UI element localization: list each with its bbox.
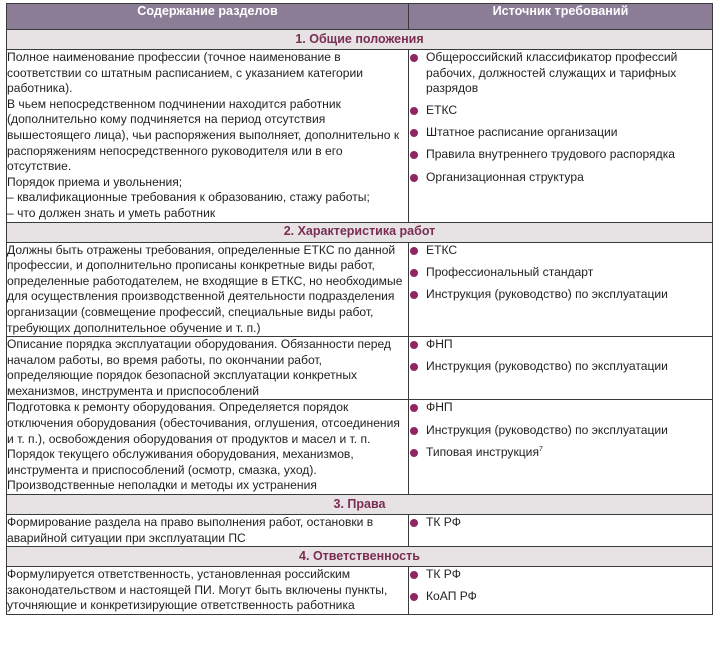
bullet-icon <box>410 129 418 137</box>
source-item <box>409 50 712 97</box>
source-item <box>409 287 712 303</box>
source-label: Инструкция (руководство) по эксплуатации <box>426 422 668 437</box>
source-label: Инструкция (руководство) по эксплуатации <box>426 359 668 374</box>
row-description: Должны быть отражены требования, определенные ЕТКС по данной профессии, и дополнительно прописаны конкретные виды работ, определенные работодателем, не входящие в ЕТКС, но необходимые для осуществления производственной деятельности подразделения организации (совмещение профессий, специальные виды работ, требующих дополнительное обучение и т. п.) <box>7 242 409 337</box>
desc-line: Полное наименование профессии (точное наименование в соответствии со штатным расписанием, с указанием категории работника). <box>7 50 363 96</box>
footnote-marker: 7 <box>539 445 543 453</box>
row-sources <box>409 567 713 615</box>
desc-line: Порядок приема и увольнения; <box>7 174 183 189</box>
section-title: 2. Характеристика работ <box>7 222 713 242</box>
table-row <box>7 400 713 495</box>
source-item <box>409 359 712 375</box>
source-label: ФНП <box>426 337 453 352</box>
row-description: Описание порядка эксплуатации оборудования. Обязанности перед началом работы, во время работы, по окончании работ, определяющие порядок безопасной эксплуатации конкретных механизмов, инструмента и приспособлений <box>7 337 409 400</box>
bullet-icon <box>410 363 418 371</box>
section-row <box>7 30 713 50</box>
bullet-icon <box>410 107 418 115</box>
source-label: ЕТКС <box>426 103 458 118</box>
bullet-icon <box>410 247 418 255</box>
source-label: Инструкция (руководство) по эксплуатации <box>426 286 668 301</box>
table-row <box>7 337 713 400</box>
row-description: Формулируется ответственность, установленная российским законодательством и настоящей ПИ. Могут быть включены пункты, уточняющие и конкретизирующие ответственность работника <box>7 567 409 615</box>
table-row <box>7 567 713 615</box>
header-source: Источник требований <box>409 4 713 30</box>
source-label: Профессиональный стандарт <box>426 264 594 279</box>
desc-line: В чьем непосредственном подчинении находится работник (дополнительно кому подчиняется на период отсутствия вышестоящего лица), чьи распоряжения выполняет, дополнительно к распоряжениям непосредственного руководителя или в его отсутствие. <box>7 96 400 174</box>
source-label: ЕТКС <box>426 242 458 257</box>
bullet-icon <box>410 174 418 182</box>
source-label: Типовая инструкция <box>426 444 539 459</box>
source-item <box>409 515 712 531</box>
source-item <box>409 147 712 163</box>
bullet-icon <box>410 291 418 299</box>
row-description: Формирование раздела на право выполнения работ, остановки в аварийной ситуации при эксплуатации ПС <box>7 515 409 547</box>
bullet-icon <box>410 519 418 527</box>
source-label: ТК РФ <box>426 567 461 582</box>
bullet-icon <box>410 341 418 349</box>
bullet-icon <box>410 427 418 435</box>
section-row <box>7 495 713 515</box>
source-label: КоАП РФ <box>426 589 477 604</box>
bullet-icon <box>410 404 418 412</box>
source-item <box>409 400 712 416</box>
section-title: 3. Права <box>7 495 713 515</box>
table-row <box>7 515 713 547</box>
header-contents: Содержание разделов <box>7 4 409 30</box>
source-item <box>409 170 712 186</box>
row-sources <box>409 337 713 400</box>
section-title: 1. Общие положения <box>7 30 713 50</box>
table-header-row <box>7 4 713 30</box>
source-item <box>409 337 712 353</box>
bullet-icon <box>410 269 418 277</box>
source-item <box>409 423 712 439</box>
section-row <box>7 222 713 242</box>
desc-line: – что должен знать и уметь работник <box>7 205 216 220</box>
row-sources <box>409 400 713 495</box>
row-sources <box>409 50 713 223</box>
source-item <box>409 243 712 259</box>
row-sources <box>409 242 713 337</box>
table-row <box>7 50 713 223</box>
desc-line: – квалификационные требования к образованию, стажу работы; <box>7 190 370 205</box>
source-label: Правила внутреннего трудового распорядка <box>426 147 675 162</box>
source-item <box>409 103 712 119</box>
bullet-icon <box>410 593 418 601</box>
source-label: ФНП <box>426 400 453 415</box>
row-description <box>7 50 409 223</box>
row-sources <box>409 515 713 547</box>
requirements-table <box>6 3 713 615</box>
table-row <box>7 242 713 337</box>
source-label: ТК РФ <box>426 515 461 530</box>
row-description: Подготовка к ремонту оборудования. Определяется порядок отключения оборудования (обесточивания, оглушения, отсоединения и т. п.), освобождения оборудования от продуктов и масел и т. п. Порядок текущего обслуживания оборудования, механизмов, инструмента и приспособлений (осмотр, смазка, уход). Производственные неполадки и методы их устранения <box>7 400 409 495</box>
source-item <box>409 265 712 281</box>
source-item <box>409 589 712 605</box>
bullet-icon <box>410 571 418 579</box>
bullet-icon <box>410 449 418 457</box>
source-item <box>409 567 712 583</box>
source-label: Организационная структура <box>426 169 584 184</box>
section-title: 4. Ответственность <box>7 547 713 567</box>
bullet-icon <box>410 54 418 62</box>
source-item <box>409 445 712 461</box>
source-label: Общероссийский классификатор профессий рабочих, должностей служащих и тарифных разрядов <box>426 50 678 96</box>
source-item <box>409 125 712 141</box>
section-row <box>7 547 713 567</box>
source-label: Штатное расписание организации <box>426 125 618 140</box>
bullet-icon <box>410 151 418 159</box>
